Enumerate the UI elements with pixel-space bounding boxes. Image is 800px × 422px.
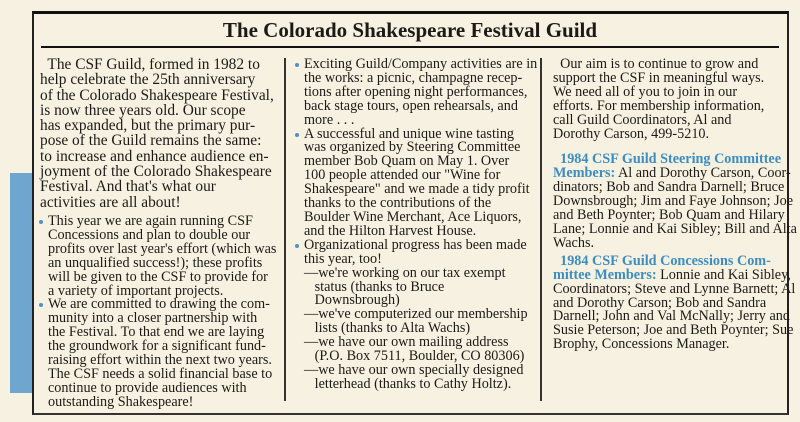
text-line: of the Colorado Shakespeare Festival, bbox=[40, 86, 274, 104]
text-line: Our aim is to continue to grow and bbox=[553, 56, 759, 72]
text-line: continue to provide audiences with bbox=[48, 379, 247, 396]
text-line: tions after opening night performances, bbox=[304, 83, 528, 100]
text-line: back stage tours, open rehearsals, and bbox=[304, 97, 518, 114]
text-line: We need all of you to join in our bbox=[553, 83, 738, 100]
concessions-committee-members: and Dorothy Carson; Bob and Sandra bbox=[553, 294, 767, 311]
steering-committee-members: Al and Dorothy Carson, Coor- bbox=[615, 165, 791, 182]
bullet-icon bbox=[295, 244, 299, 248]
concessions-committee-members: Coordinators; Steve and Lynne Barnett; Al bbox=[553, 280, 796, 297]
text-line: This year we are again running CSF bbox=[48, 213, 253, 229]
column-3 bbox=[553, 58, 797, 352]
text-line: will be given to the CSF to provide for bbox=[48, 268, 268, 285]
text-line: the groundwork for a significant fund- bbox=[48, 338, 266, 355]
concessions-committee-members: Darnell; John and Val McNally; Jerry and bbox=[553, 308, 790, 325]
column-1-intro bbox=[40, 57, 274, 210]
text-line: an unqualified success!); these profits bbox=[48, 254, 263, 271]
steering-committee-heading: Members: bbox=[553, 165, 616, 182]
text-line: the Festival. To that end we are laying bbox=[48, 324, 265, 341]
text-line: is now three years old. Our scope bbox=[40, 101, 246, 119]
text-line: —we've computerized our membership bbox=[304, 306, 528, 323]
bullet-item bbox=[48, 215, 276, 298]
text-line: help celebrate the 25th anniversary bbox=[40, 71, 256, 89]
text-line: —we have our own specially designed bbox=[304, 361, 524, 378]
text-line: outstanding Shakespeare! bbox=[48, 393, 194, 410]
text-line: Exciting Guild/Company activities are in bbox=[304, 56, 538, 72]
bullet-icon bbox=[295, 63, 299, 67]
text-line: The CSF needs a solid financial base to bbox=[48, 365, 273, 382]
text-line: —we have our own mailing address bbox=[304, 334, 509, 351]
text-line: more . . . bbox=[304, 111, 355, 128]
steering-committee-members: Downsbrough; Jim and Faye Johnson; Joe bbox=[553, 193, 793, 210]
text-line: Downsbrough) bbox=[304, 292, 400, 309]
text-line: to increase and enhance audience en- bbox=[40, 147, 269, 165]
text-line: raising effort within the next two years. bbox=[48, 352, 272, 369]
text-line: —we're working on our tax exempt bbox=[304, 264, 506, 281]
bullet-icon bbox=[39, 220, 43, 224]
column-divider bbox=[284, 58, 286, 401]
title-rule bbox=[41, 46, 779, 48]
text-line: activities are all about! bbox=[40, 193, 181, 211]
text-line: lists (thanks to Alta Wachs) bbox=[304, 320, 471, 337]
text-line: letterhead (thanks to Cathy Holtz). bbox=[304, 375, 512, 392]
text-line: efforts. For membership information, bbox=[553, 97, 765, 114]
text-line: status (thanks to Bruce bbox=[304, 278, 445, 295]
steering-committee-members: dinators; Bob and Sandra Darnell; Bruce bbox=[553, 179, 785, 196]
concessions-committee-members: Lonnie and Kai Sibley, bbox=[656, 266, 791, 283]
steering-committee-members: Wachs. bbox=[553, 234, 595, 251]
text-line: has expanded, but the primary pur- bbox=[40, 117, 256, 135]
text-line: support the CSF in meaningful ways. bbox=[553, 69, 765, 86]
text-line: Boulder Wine Merchant, Ace Liquors, bbox=[304, 208, 522, 225]
text-line: thanks to the contributions of the bbox=[304, 195, 492, 212]
text-line: Concessions and plan to double our bbox=[48, 226, 251, 243]
text-line: the works: a picnic, champagne recep- bbox=[304, 69, 523, 86]
text-line: A successful and unique wine tasting bbox=[304, 125, 515, 142]
concessions-committee-members: Susie Peterson; Joe and Beth Poynter; Sue bbox=[553, 322, 794, 339]
steering-committee-heading: 1984 CSF Guild Steering Committee bbox=[553, 151, 782, 168]
text-line: call Guild Coordinators, Al and bbox=[553, 111, 732, 128]
bullet-item bbox=[304, 58, 537, 128]
steering-committee-members: and Beth Poynter; Bob Quam and Hilary bbox=[553, 207, 785, 224]
text-line: joyment of the Colorado Shakespeare bbox=[40, 163, 272, 181]
text-line: Festival. And that's what our bbox=[40, 178, 216, 196]
text-line: a variety of important projects. bbox=[48, 282, 224, 299]
bullet-item bbox=[304, 125, 537, 239]
text-line: Dorothy Carson, 499-5210. bbox=[553, 125, 710, 142]
bullet-icon bbox=[295, 133, 299, 137]
text-line: Organizational progress has been made bbox=[304, 236, 527, 253]
text-line: The CSF Guild, formed in 1982 to bbox=[40, 56, 260, 73]
bullet-item bbox=[48, 298, 276, 409]
column-divider bbox=[540, 58, 542, 401]
text-line: member Bob Quam on May 1. Over bbox=[304, 153, 510, 170]
steering-committee-members: Lane; Lonnie and Kai Sibley; Bill and Alta bbox=[553, 220, 797, 237]
text-line: (P.O. Box 7511, Boulder, CO 80306) bbox=[304, 348, 525, 365]
text-line: 100 people attended our "Wine for bbox=[304, 167, 501, 184]
column-1-bullets bbox=[48, 215, 276, 410]
concessions-committee-members: Brophy, Concessions Manager. bbox=[553, 336, 730, 353]
text-line: profits over last year's effort (which was bbox=[48, 240, 277, 257]
text-line: and the Hilton Harvest House. bbox=[304, 222, 477, 239]
text-line: pose of the Guild remains the same: bbox=[40, 132, 262, 150]
bullet-item bbox=[304, 236, 537, 392]
column-2-bullets bbox=[304, 58, 537, 392]
text-line: was organized by Steering Committee bbox=[304, 139, 521, 156]
text-line: this year, too! bbox=[304, 250, 382, 267]
article-title: The Colorado Shakespeare Festival Guild bbox=[222, 18, 598, 42]
concessions-committee-heading: 1984 CSF Guild Concessions Com- bbox=[553, 252, 771, 269]
text-line: We are committed to drawing the com- bbox=[48, 296, 270, 313]
decorative-blue-block bbox=[10, 173, 32, 393]
text-line: munity into a closer partnership with bbox=[48, 310, 258, 327]
concessions-committee-heading: mittee Members: bbox=[553, 266, 657, 283]
text-line: Shakespeare" and we made a tidy profit bbox=[304, 181, 530, 198]
